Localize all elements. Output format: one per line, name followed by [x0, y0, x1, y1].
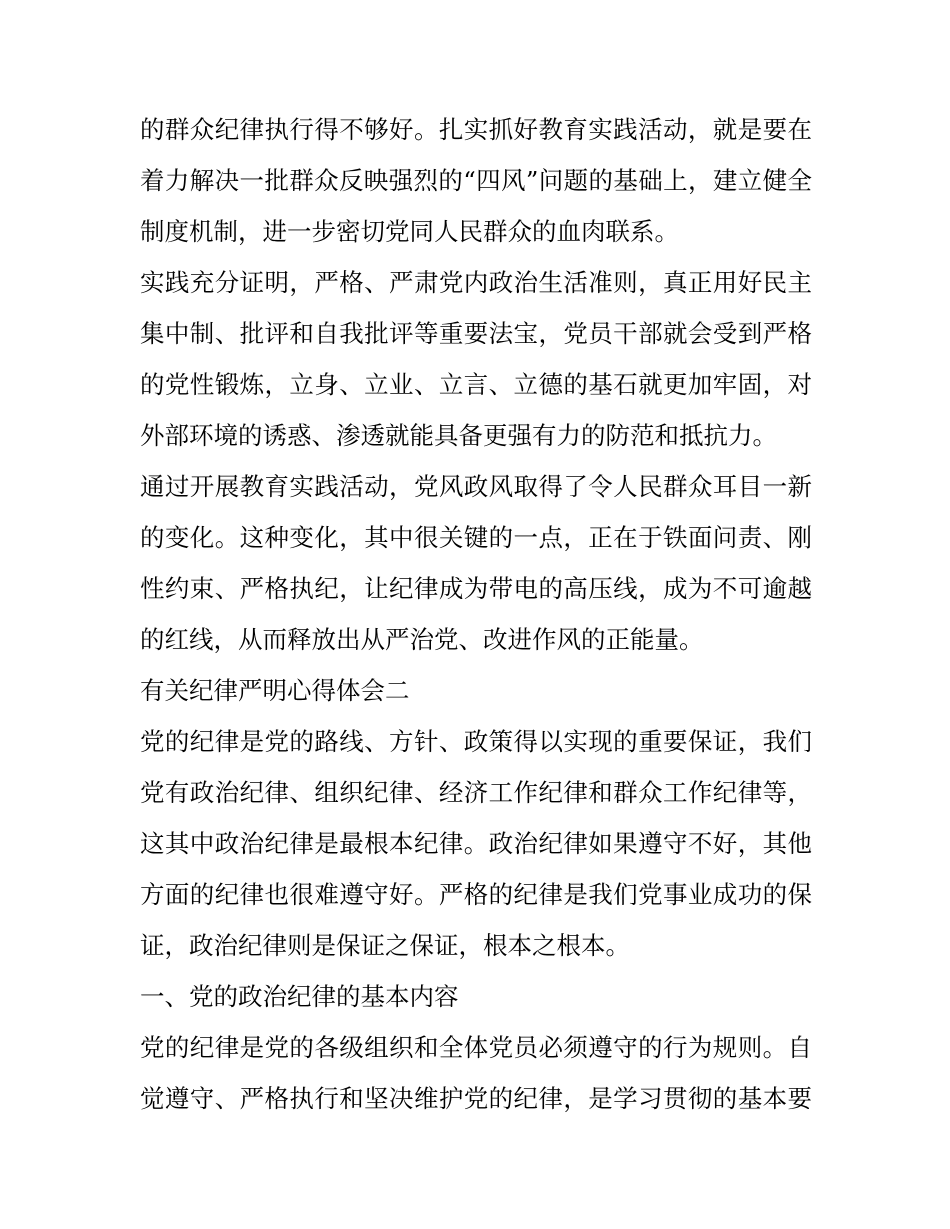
- text-line: 的群众纪律执行得不够好。扎实抓好教育实践活动，就是要在: [140, 115, 812, 144]
- text-line: 这其中政治纪律是最根本纪律。政治纪律如果遵守不好，其他: [140, 829, 812, 858]
- text-line: 制度机制，进一步密切党同人民群众的血肉联系。: [140, 217, 679, 246]
- subsection-heading: 一、党的政治纪律的基本内容: [140, 982, 459, 1011]
- text-line: 党的纪律是党的路线、方针、政策得以实现的重要保证，我们: [140, 727, 812, 756]
- text-line: 党的纪律是党的各级组织和全体党员必须遵守的行为规则。自: [140, 1033, 812, 1062]
- text-line: 证，政治纪律则是保证之保证，根本之根本。: [140, 931, 630, 960]
- text-line: 着力解决一批群众反映强烈的“四风”问题的基础上，建立健全: [140, 166, 812, 195]
- text-line: 的变化。这种变化，其中很关键的一点，正在于铁面问责、刚: [140, 523, 812, 552]
- text-line: 的红线，从而释放出从严治党、改进作风的正能量。: [140, 625, 704, 654]
- section-heading: 有关纪律严明心得体会二: [140, 676, 410, 705]
- text-line: 的党性锻炼，立身、立业、立言、立德的基石就更加牢固，对: [140, 370, 812, 399]
- text-line: 集中制、批评和自我批评等重要法宝，党员干部就会受到严格: [140, 319, 812, 348]
- text-line: 觉遵守、严格执行和坚决维护党的纪律，是学习贯彻的基本要: [140, 1084, 812, 1113]
- text-line: 党有政治纪律、组织纪律、经济工作纪律和群众工作纪律等，: [140, 778, 812, 807]
- text-line: 方面的纪律也很难遵守好。严格的纪律是我们党事业成功的保: [140, 880, 812, 909]
- text-line: 通过开展教育实践活动，党风政风取得了令人民群众耳目一新: [140, 472, 812, 501]
- text-line: 实践充分证明，严格、严肃党内政治生活准则，真正用好民主: [140, 268, 812, 297]
- text-line: 性约束、严格执纪，让纪律成为带电的高压线，成为不可逾越: [140, 574, 812, 603]
- text-line: 外部环境的诱惑、渗透就能具备更强有力的防范和抵抗力。: [140, 421, 777, 450]
- document-body: [140, 104, 812, 1124]
